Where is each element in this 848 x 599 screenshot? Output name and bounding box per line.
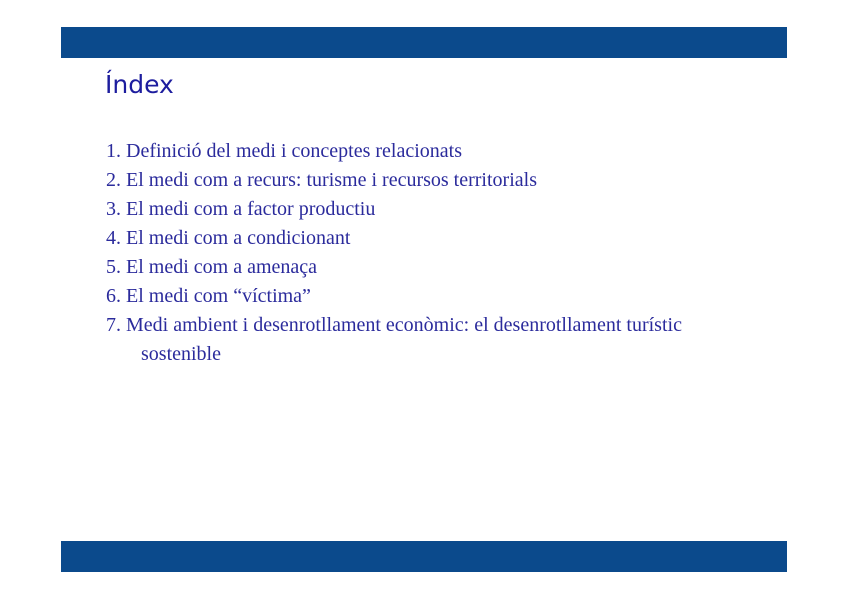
index-item-3: 3. El medi com a factor productiu — [106, 198, 376, 220]
index-item-4: 4. El medi com a condicionant — [106, 227, 351, 249]
index-item-7: 7. Medi ambient i desenrotllament econòmic: el desenrotllament turístic sostenible — [106, 314, 682, 365]
index-item-2: 2. El medi com a recurs: turisme i recursos territorials — [106, 169, 537, 191]
index-item-6: 6. El medi com “víctima” — [106, 285, 311, 307]
index-item-1: 1. Definició del medi i conceptes relacionats — [106, 140, 462, 162]
index-item-5: 5. El medi com a amenaça — [106, 256, 318, 278]
slide-title: Índex — [105, 70, 174, 99]
bottom-banner-bar — [61, 541, 787, 572]
index-list — [106, 137, 766, 369]
top-banner-bar — [61, 27, 787, 58]
